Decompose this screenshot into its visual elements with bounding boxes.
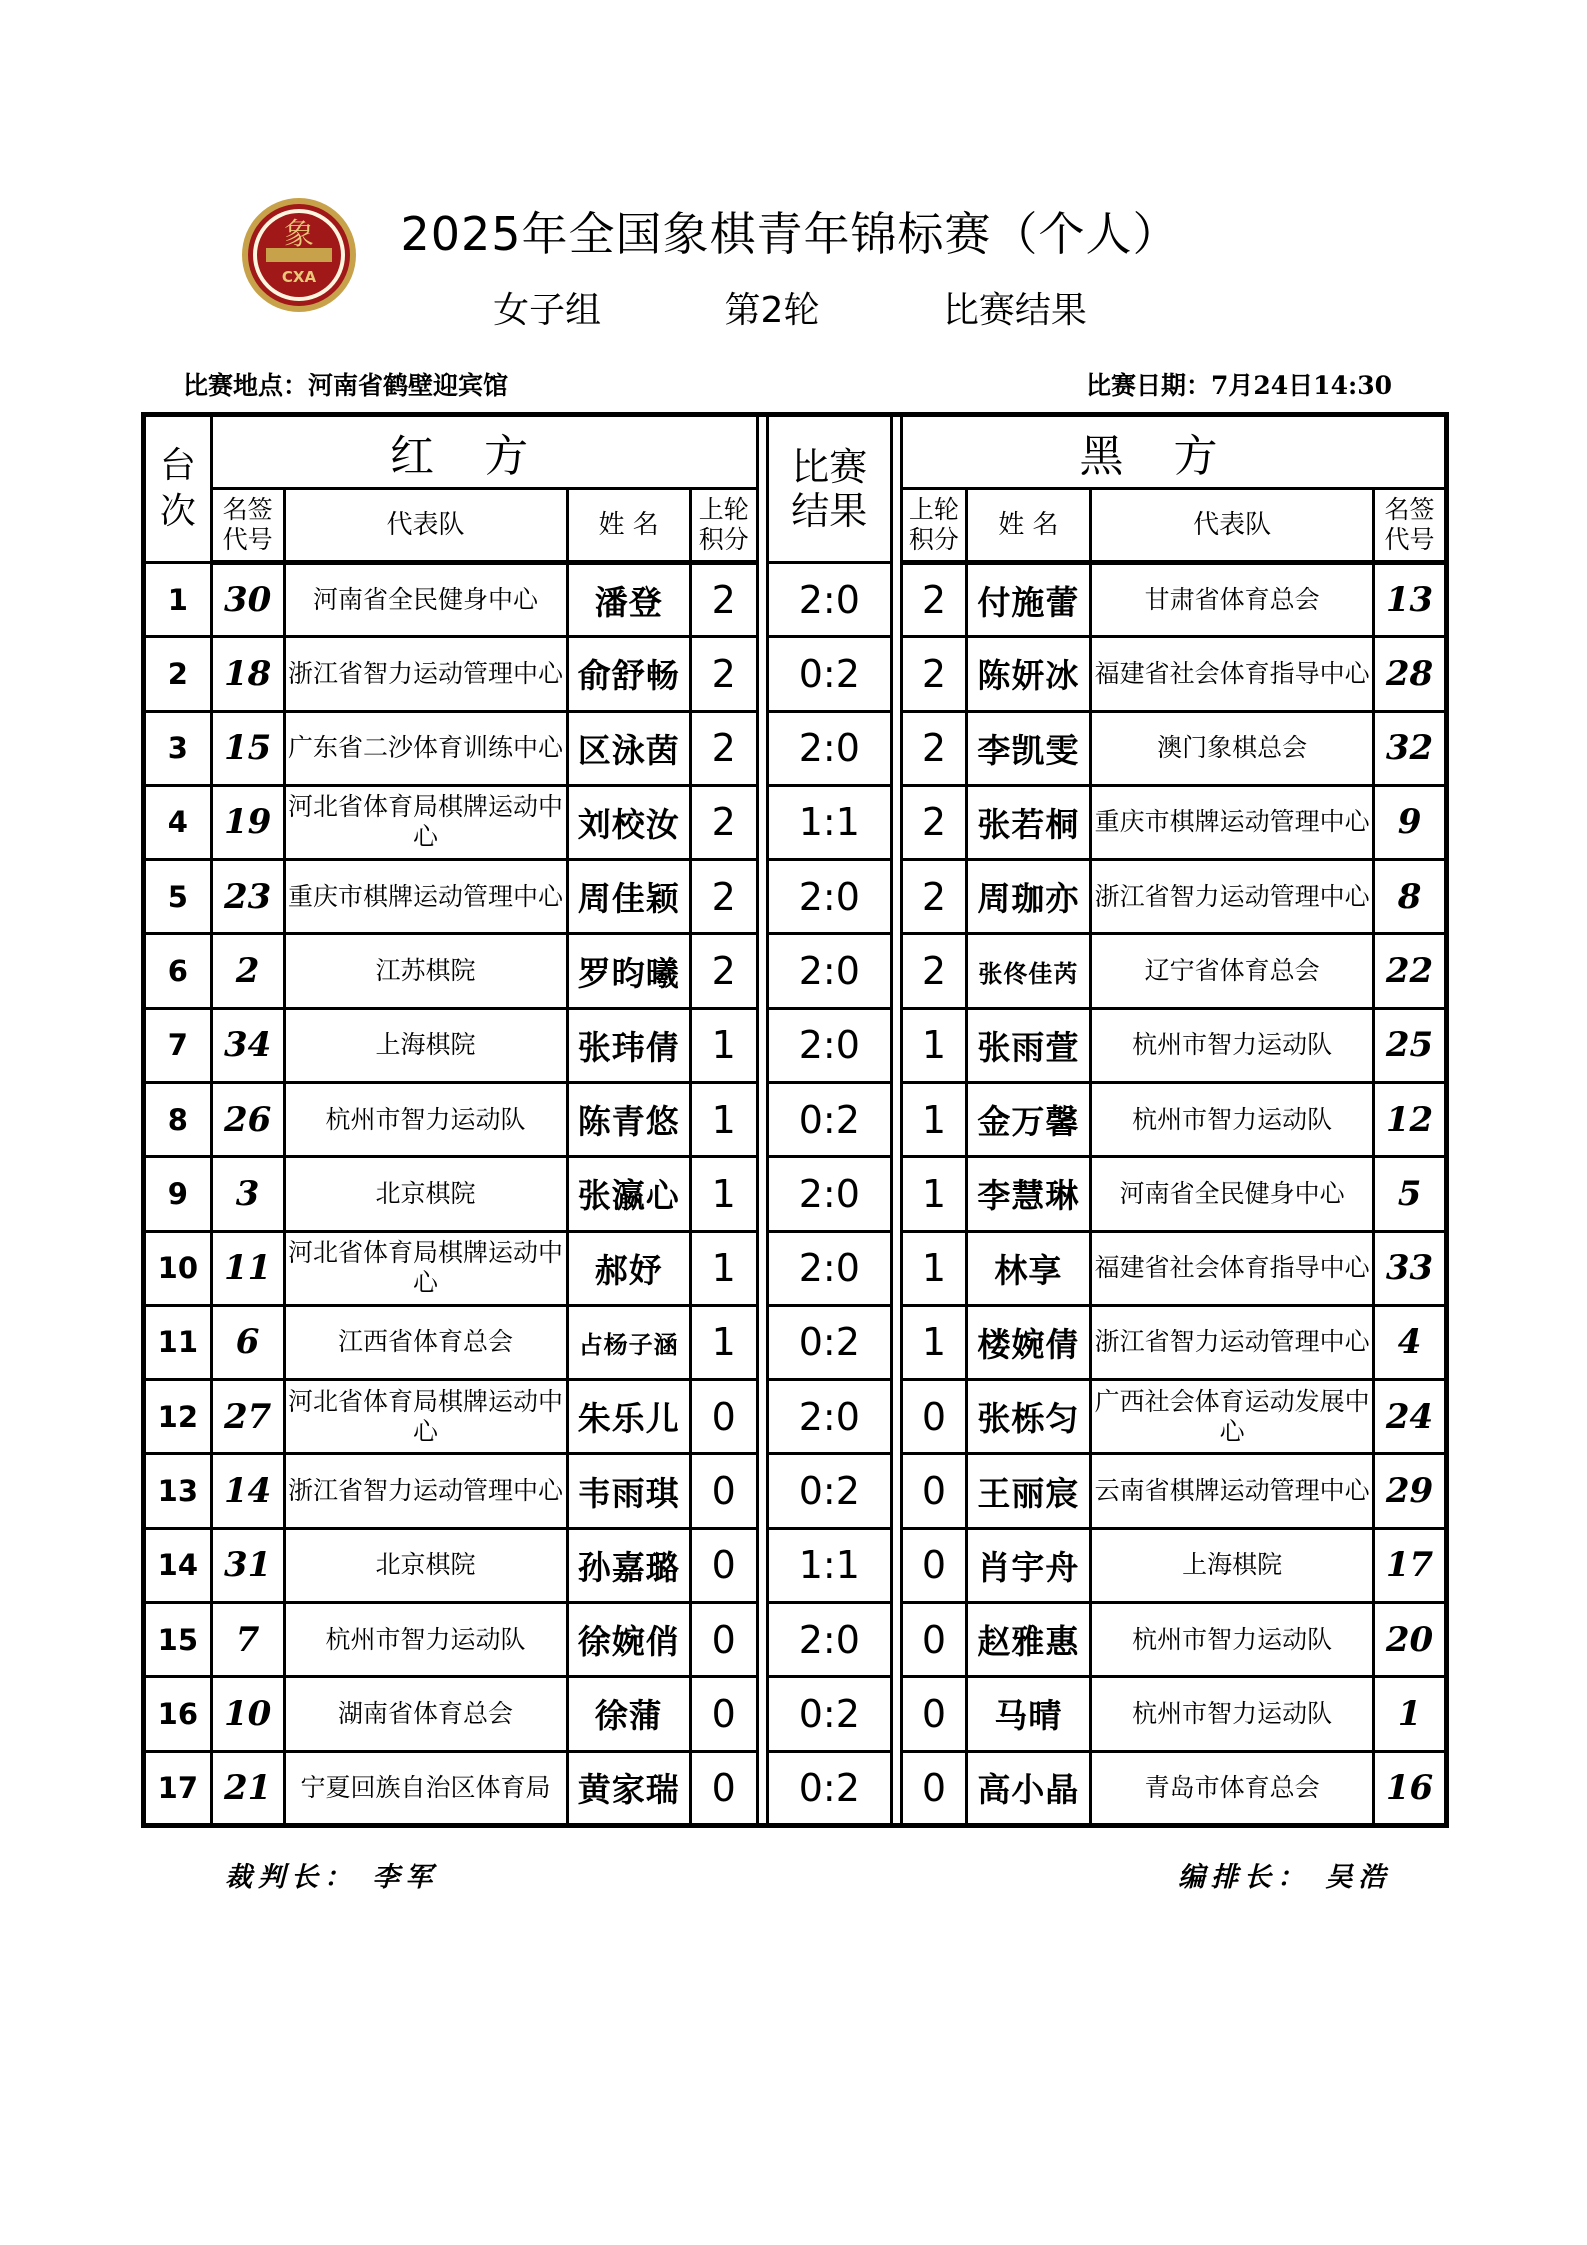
black-team: 甘肃省体育总会 <box>1091 563 1374 637</box>
red-lot: 3 <box>211 1157 284 1231</box>
red-points: 0 <box>690 1677 757 1751</box>
black-name: 付施蕾 <box>966 563 1090 637</box>
black-lot: 12 <box>1374 1082 1447 1156</box>
red-lot: 14 <box>211 1454 284 1528</box>
black-lot: 33 <box>1374 1231 1447 1305</box>
round-number: 8 <box>144 1082 212 1156</box>
subtitle <box>300 282 1280 333</box>
red-name: 郝妤 <box>567 1231 690 1305</box>
black-lot: 16 <box>1374 1751 1447 1826</box>
red-lot: 7 <box>211 1602 284 1676</box>
subtitle-group: 女子组 <box>493 290 602 331</box>
table-row <box>144 1380 1447 1454</box>
black-points: 0 <box>902 1751 967 1826</box>
black-lot: 32 <box>1374 711 1447 785</box>
black-points: 0 <box>902 1454 967 1528</box>
black-points: 1 <box>902 1082 967 1156</box>
red-name: 孙嘉璐 <box>567 1528 690 1602</box>
match-result: 2:0 <box>767 1157 891 1231</box>
black-lot: 13 <box>1374 563 1447 637</box>
black-team: 杭州市智力运动队 <box>1091 1602 1374 1676</box>
red-team: 湖南省体育总会 <box>284 1677 567 1751</box>
red-team: 江苏棋院 <box>284 934 567 1008</box>
red-name: 刘校汝 <box>567 785 690 859</box>
black-team: 杭州市智力运动队 <box>1091 1008 1374 1082</box>
red-lot: 26 <box>211 1082 284 1156</box>
header-result: 比赛 结果 <box>767 415 891 563</box>
red-points: 2 <box>690 563 757 637</box>
black-name: 陈妍冰 <box>966 637 1090 711</box>
black-team: 澳门象棋总会 <box>1091 711 1374 785</box>
table-row <box>144 1231 1447 1305</box>
red-points: 1 <box>690 1157 757 1231</box>
black-points: 1 <box>902 1305 967 1379</box>
black-name: 李凯雯 <box>966 711 1090 785</box>
red-name: 张瀛心 <box>567 1157 690 1231</box>
subtitle-kind: 比赛结果 <box>942 290 1087 331</box>
red-team: 杭州市智力运动队 <box>284 1082 567 1156</box>
round-number: 16 <box>144 1677 212 1751</box>
red-lot: 30 <box>211 563 284 637</box>
table-row <box>144 711 1447 785</box>
red-points: 0 <box>690 1602 757 1676</box>
table-row <box>144 934 1447 1008</box>
black-lot: 28 <box>1374 637 1447 711</box>
match-result: 2:0 <box>767 1231 891 1305</box>
black-team: 福建省社会体育指导中心 <box>1091 637 1374 711</box>
black-points: 2 <box>902 711 967 785</box>
black-team: 云南省棋牌运动管理中心 <box>1091 1454 1374 1528</box>
red-lot: 18 <box>211 637 284 711</box>
round-number: 9 <box>144 1157 212 1231</box>
round-number: 2 <box>144 637 212 711</box>
round-number: 17 <box>144 1751 212 1826</box>
black-lot: 5 <box>1374 1157 1447 1231</box>
table-row <box>144 1305 1447 1379</box>
round-number: 4 <box>144 785 212 859</box>
red-lot: 21 <box>211 1751 284 1826</box>
red-team: 河北省体育局棋牌运动中心 <box>284 1231 567 1305</box>
red-team: 浙江省智力运动管理中心 <box>284 1454 567 1528</box>
red-name: 周佳颖 <box>567 860 690 934</box>
red-lot: 27 <box>211 1380 284 1454</box>
table-row <box>144 1008 1447 1082</box>
black-points: 1 <box>902 1008 967 1082</box>
red-team: 杭州市智力运动队 <box>284 1602 567 1676</box>
red-lot: 19 <box>211 785 284 859</box>
black-points: 2 <box>902 563 967 637</box>
red-team: 浙江省智力运动管理中心 <box>284 637 567 711</box>
black-team: 杭州市智力运动队 <box>1091 1082 1374 1156</box>
header-red: 红方 <box>211 415 757 489</box>
header-black-points: 上轮 积分 <box>902 489 967 563</box>
red-points: 0 <box>690 1751 757 1826</box>
red-name: 朱乐儿 <box>567 1380 690 1454</box>
header-black: 黑方 <box>902 415 1447 489</box>
red-lot: 10 <box>211 1677 284 1751</box>
black-name: 楼婉倩 <box>966 1305 1090 1379</box>
red-team: 河南省全民健身中心 <box>284 563 567 637</box>
red-lot: 11 <box>211 1231 284 1305</box>
red-name: 陈青悠 <box>567 1082 690 1156</box>
red-name: 罗昀曦 <box>567 934 690 1008</box>
arranger: 编排长： 吴浩 <box>1178 1862 1392 1893</box>
black-name: 金万馨 <box>966 1082 1090 1156</box>
header-round: 台 次 <box>144 415 212 563</box>
black-lot: 8 <box>1374 860 1447 934</box>
black-team: 河南省全民健身中心 <box>1091 1157 1374 1231</box>
black-name: 李慧琳 <box>966 1157 1090 1231</box>
round-number: 12 <box>144 1380 212 1454</box>
black-points: 0 <box>902 1528 967 1602</box>
header-red-team: 代表队 <box>284 489 567 563</box>
black-name: 肖宇舟 <box>966 1528 1090 1602</box>
table-row <box>144 1454 1447 1528</box>
table-row <box>144 785 1447 859</box>
red-team: 河北省体育局棋牌运动中心 <box>284 1380 567 1454</box>
round-number: 11 <box>144 1305 212 1379</box>
black-points: 2 <box>902 860 967 934</box>
red-points: 1 <box>690 1082 757 1156</box>
round-number: 1 <box>144 563 212 637</box>
black-team: 青岛市体育总会 <box>1091 1751 1374 1826</box>
black-team: 浙江省智力运动管理中心 <box>1091 860 1374 934</box>
black-name: 周珈亦 <box>966 860 1090 934</box>
black-name: 张若桐 <box>966 785 1090 859</box>
red-name: 张玮倩 <box>567 1008 690 1082</box>
venue: 比赛地点：河南省鹤壁迎宾馆 <box>183 371 509 400</box>
black-team: 浙江省智力运动管理中心 <box>1091 1305 1374 1379</box>
red-lot: 2 <box>211 934 284 1008</box>
black-team: 重庆市棋牌运动管理中心 <box>1091 785 1374 859</box>
black-lot: 17 <box>1374 1528 1447 1602</box>
match-result: 0:2 <box>767 1305 891 1379</box>
match-result: 2:0 <box>767 1380 891 1454</box>
red-points: 1 <box>690 1305 757 1379</box>
black-name: 张佟佳芮 <box>966 934 1090 1008</box>
header-black-name: 姓 名 <box>966 489 1090 563</box>
black-points: 2 <box>902 637 967 711</box>
red-points: 2 <box>690 860 757 934</box>
black-lot: 1 <box>1374 1677 1447 1751</box>
black-name: 赵雅惠 <box>966 1602 1090 1676</box>
table-row <box>144 637 1447 711</box>
header-red-points: 上轮 积分 <box>690 489 757 563</box>
black-name: 马晴 <box>966 1677 1090 1751</box>
black-lot: 22 <box>1374 934 1447 1008</box>
black-lot: 29 <box>1374 1454 1447 1528</box>
red-points: 2 <box>690 637 757 711</box>
red-lot: 23 <box>211 860 284 934</box>
red-points: 1 <box>690 1008 757 1082</box>
red-points: 0 <box>690 1454 757 1528</box>
round-number: 15 <box>144 1602 212 1676</box>
red-team: 广东省二沙体育训练中心 <box>284 711 567 785</box>
red-team: 江西省体育总会 <box>284 1305 567 1379</box>
table-row <box>144 1677 1447 1751</box>
round-number: 13 <box>144 1454 212 1528</box>
red-team: 宁夏回族自治区体育局 <box>284 1751 567 1826</box>
match-result: 2:0 <box>767 1008 891 1082</box>
match-result: 2:0 <box>767 711 891 785</box>
red-name: 潘登 <box>567 563 690 637</box>
black-lot: 9 <box>1374 785 1447 859</box>
black-points: 0 <box>902 1602 967 1676</box>
black-points: 2 <box>902 934 967 1008</box>
match-result: 0:2 <box>767 1454 891 1528</box>
page-title: 2025年全国象棋青年锦标赛（个人） <box>400 207 1180 261</box>
logo-text: CXA <box>281 268 317 286</box>
header-red-name: 姓 名 <box>567 489 690 563</box>
table-row <box>144 563 1447 637</box>
round-number: 3 <box>144 711 212 785</box>
results-table <box>141 412 1449 1828</box>
match-result: 2:0 <box>767 1602 891 1676</box>
round-number: 5 <box>144 860 212 934</box>
round-number: 6 <box>144 934 212 1008</box>
black-lot: 24 <box>1374 1380 1447 1454</box>
black-points: 1 <box>902 1231 967 1305</box>
red-team: 重庆市棋牌运动管理中心 <box>284 860 567 934</box>
black-name: 王丽宸 <box>966 1454 1090 1528</box>
table-row <box>144 1602 1447 1676</box>
header-black-team: 代表队 <box>1091 489 1374 563</box>
black-team: 上海棋院 <box>1091 1528 1374 1602</box>
red-lot: 6 <box>211 1305 284 1379</box>
red-name: 俞舒畅 <box>567 637 690 711</box>
red-team: 河北省体育局棋牌运动中心 <box>284 785 567 859</box>
chief-referee: 裁判长： 李军 <box>225 1862 439 1893</box>
black-lot: 4 <box>1374 1305 1447 1379</box>
match-result: 2:0 <box>767 860 891 934</box>
red-points: 2 <box>690 934 757 1008</box>
red-lot: 31 <box>211 1528 284 1602</box>
black-lot: 20 <box>1374 1602 1447 1676</box>
black-team: 福建省社会体育指导中心 <box>1091 1231 1374 1305</box>
black-name: 高小晶 <box>966 1751 1090 1826</box>
subtitle-round: 第2轮 <box>724 290 820 331</box>
red-points: 2 <box>690 785 757 859</box>
logo-glyph: 象 <box>284 217 314 252</box>
header-black-lot: 名签 代号 <box>1374 489 1447 563</box>
match-result: 1:1 <box>767 785 891 859</box>
match-result: 1:1 <box>767 1528 891 1602</box>
black-points: 0 <box>902 1380 967 1454</box>
black-name: 林享 <box>966 1231 1090 1305</box>
black-points: 2 <box>902 785 967 859</box>
red-name: 徐蒲 <box>567 1677 690 1751</box>
red-name: 徐婉俏 <box>567 1602 690 1676</box>
black-points: 0 <box>902 1677 967 1751</box>
table-row <box>144 1528 1447 1602</box>
black-points: 1 <box>902 1157 967 1231</box>
header-row <box>144 415 1447 489</box>
red-lot: 34 <box>211 1008 284 1082</box>
black-team: 广西社会体育运动发展中心 <box>1091 1380 1374 1454</box>
red-name: 韦雨琪 <box>567 1454 690 1528</box>
red-name: 黄家瑞 <box>567 1751 690 1826</box>
red-lot: 15 <box>211 711 284 785</box>
round-number: 10 <box>144 1231 212 1305</box>
match-date: 比赛日期：7月24日14:30 <box>1086 371 1392 400</box>
table-row <box>144 1157 1447 1231</box>
match-result: 0:2 <box>767 1677 891 1751</box>
black-lot: 25 <box>1374 1008 1447 1082</box>
round-number: 7 <box>144 1008 212 1082</box>
match-result: 2:0 <box>767 563 891 637</box>
red-team: 上海棋院 <box>284 1008 567 1082</box>
header-red-lot: 名签 代号 <box>211 489 284 563</box>
table-row <box>144 860 1447 934</box>
red-points: 1 <box>690 1231 757 1305</box>
black-name: 张雨萱 <box>966 1008 1090 1082</box>
red-team: 北京棋院 <box>284 1157 567 1231</box>
red-name: 占杨子涵 <box>567 1305 690 1379</box>
match-result: 0:2 <box>767 1751 891 1826</box>
match-result: 2:0 <box>767 934 891 1008</box>
match-result: 0:2 <box>767 637 891 711</box>
black-team: 辽宁省体育总会 <box>1091 934 1374 1008</box>
red-points: 0 <box>690 1380 757 1454</box>
red-points: 0 <box>690 1528 757 1602</box>
table-row <box>144 1082 1447 1156</box>
red-points: 2 <box>690 711 757 785</box>
black-name: 张栎匀 <box>966 1380 1090 1454</box>
table-row <box>144 1751 1447 1826</box>
round-number: 14 <box>144 1528 212 1602</box>
match-result: 0:2 <box>767 1082 891 1156</box>
red-name: 区泳茵 <box>567 711 690 785</box>
red-team: 北京棋院 <box>284 1528 567 1602</box>
black-team: 杭州市智力运动队 <box>1091 1677 1374 1751</box>
